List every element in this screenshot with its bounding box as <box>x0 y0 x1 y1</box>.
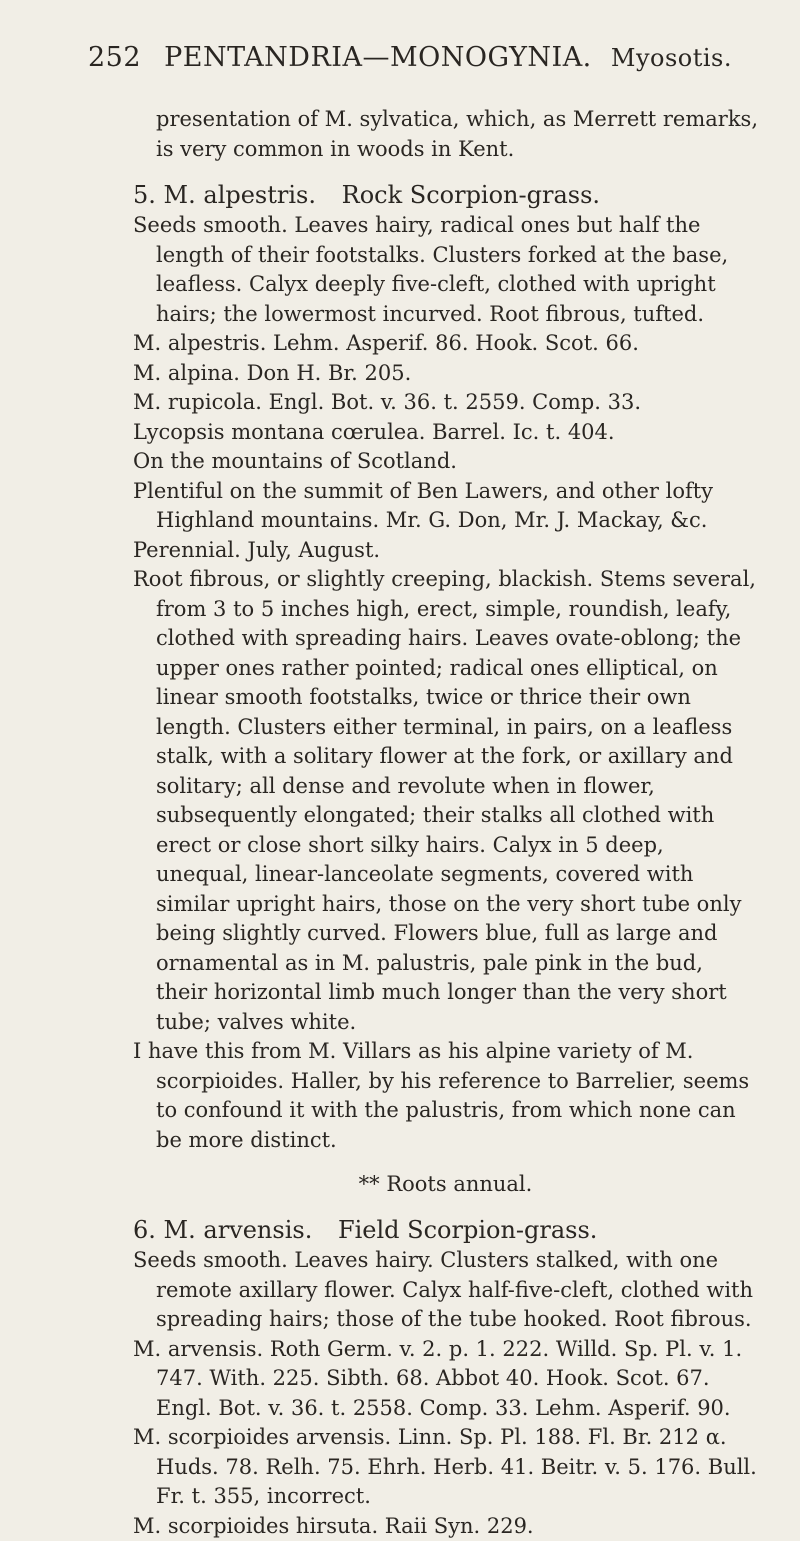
species-number: 5. <box>133 181 156 209</box>
species-name: M. alpestris. <box>164 181 316 209</box>
species-common-name: Rock Scorpion-grass. <box>342 181 600 209</box>
running-header <box>88 42 728 73</box>
species-6-heading <box>133 1215 758 1246</box>
species-5-description: Root fibrous, or slightly creeping, blackish. Stems several, from 3 to 5 inches high, erect, simple, roundish, leafy, clothed with spreading hairs. Leaves ovate-oblong; the upper ones rather pointed; radical ones elliptical, on linear smooth footstalks, twice or thrice their own length. Clusters either terminal, in pairs, on a leafless stalk, with a solitary flower at the fork, or axillary and solitary; all dense and revolute when in flower, subsequently elongated; their stalks all clothed with erect or close short silky hairs. Calyx in 5 deep, unequal, linear-lanceolate segments, covered with similar upright hairs, those on the very short tube only being slightly curved. Flowers blue, full as large and ornamental as in M. palustris, pale pink in the bud, their horizontal limb much longer than the very short tube; valves white. <box>133 565 758 1037</box>
species-6-diagnosis: Seeds smooth. Leaves hairy. Clusters stalked, with one remote axillary flower. Calyx half-five-cleft, clothed with spreading hairs; those of the tube hooked. Root fibrous. <box>133 1246 758 1335</box>
species-number: 6. <box>133 1216 156 1244</box>
species-name: M. arvensis. <box>164 1216 313 1244</box>
species-5-habitat: On the mountains of Scotland. <box>133 447 758 477</box>
intro-paragraph: presentation of M. sylvatica, which, as Merrett remarks, is very common in woods in Kent. <box>133 105 758 164</box>
species-5-duration: Perennial. July, August. <box>133 536 758 566</box>
page-number: 252 <box>88 42 141 73</box>
species-5-locality: Plentiful on the summit of Ben Lawers, and other lofty Highland mountains. Mr. G. Don, Mr. J. Mackay, &c. <box>133 477 758 536</box>
synonym-line: M. scorpioides hirsuta. Raii Syn. 229. <box>133 1512 758 1541</box>
species-5-diagnosis: Seeds smooth. Leaves hairy, radical ones but half the length of their footstalks. Clusters forked at the base, leafless. Calyx deeply five-cleft, clothed with upright hairs; the lowermost incurved. Root fibrous, tufted. <box>133 211 758 329</box>
synonym-line: M. rupicola. Engl. Bot. v. 36. t. 2559. Comp. 33. <box>133 388 758 418</box>
synonym-line: M. scorpioides arvensis. Linn. Sp. Pl. 188. Fl. Br. 212 α. Huds. 78. Relh. 75. Ehrh. Herb. 41. Beitr. v. 5. 176. Bull. Fr. t. 355, incorrect. <box>133 1423 758 1512</box>
page-body <box>133 105 758 1541</box>
running-title: PENTANDRIA—MONOGYNIA. <box>164 42 592 73</box>
synonym-line: M. arvensis. Roth Germ. v. 2. p. 1. 222. Willd. Sp. Pl. v. 1. 747. With. 225. Sibth. 68. Abbot 40. Hook. Scot. 67. Engl. Bot. v. 36. t. 2558. Comp. 33. Lehm. Asperif. 90. <box>133 1335 758 1424</box>
synonym-line: Lycopsis montana cœrulea. Barrel. Ic. t. 404. <box>133 418 758 448</box>
synonym-line: M. alpestris. Lehm. Asperif. 86. Hook. Scot. 66. <box>133 329 758 359</box>
genus-label: Myosotis. <box>611 44 732 72</box>
species-5-heading <box>133 180 758 211</box>
species-5-note: I have this from M. Villars as his alpine variety of M. scorpioides. Haller, by his reference to Barrelier, seems to confound it with the palustris, from which none can be more distinct. <box>133 1037 758 1155</box>
section-label: ** Roots annual. <box>133 1169 758 1199</box>
species-common-name: Field Scorpion-grass. <box>338 1216 597 1244</box>
synonym-line: M. alpina. Don H. Br. 205. <box>133 359 758 389</box>
